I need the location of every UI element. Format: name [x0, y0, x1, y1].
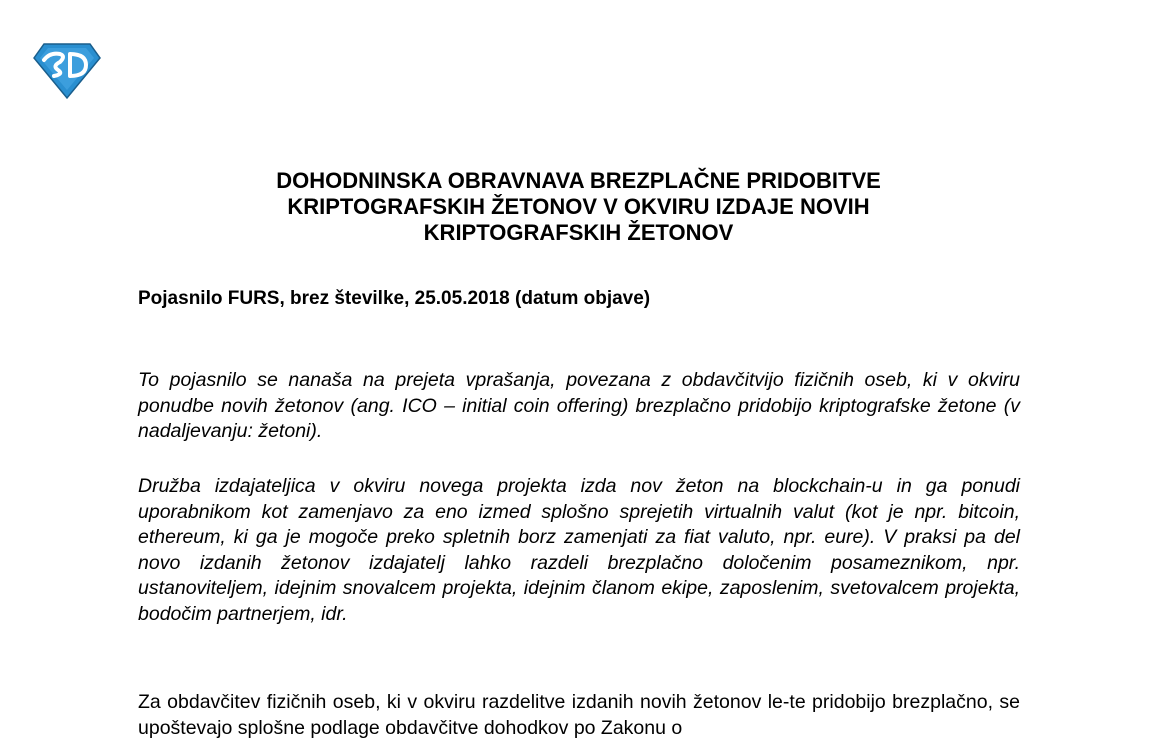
paragraph-taxation: Za obdavčitev fizičnih oseb, ki v okviru razdelitve izdanih novih žetonov le-te pridobijo brezplačno, se upoštevajo splošne podlage obdavčitve dohodkov po Zakonu o	[138, 691, 1020, 739]
paragraph-description: Družba izdajateljica v okviru novega projekta izda nov žeton na blockchain-u in ga ponudi uporabnikom kot zamenjavo za eno izmed splošno sprejetih virtualnih valut (kot je npr. bitcoin, ethereum, ki ga je mogoče preko spletnih borz zamenjati za fiat valuto, npr. eure). V praksi pa del novo izdanih žetonov izdajatelj lahko razdeli brezplačno določenim posameznikom, npr. ustanoviteljem, idejnim snovalcem projekta, idejnim članom ekipe, zaposlenim, svetovalcem projekta, bodočim partnerjem, idr.	[138, 475, 1020, 625]
sd-diamond-logo-icon	[30, 40, 104, 100]
document-subtitle: Pojasnilo FURS, brez številke, 25.05.2018 (datum objave)	[138, 288, 651, 309]
document-title-line-1: DOHODNINSKA OBRAVNAVA BREZPLAČNE PRIDOBITVE	[276, 168, 881, 193]
paragraph-intro: To pojasnilo se nanaša na prejeta vprašanja, povezana z obdavčitvijo fizičnih oseb, ki v okviru ponudbe novih žetonov (ang. ICO – initial coin offering) brezplačno pridobijo kriptografske žetone (v nadaljevanju: žetoni).	[138, 369, 1020, 442]
document-title-line-3: KRIPTOGRAFSKIH ŽETONOV	[423, 220, 734, 245]
document-title	[0, 168, 1157, 246]
document-title-line-2: KRIPTOGRAFSKIH ŽETONOV V OKVIRU IZDAJE NOVIH	[287, 194, 870, 219]
